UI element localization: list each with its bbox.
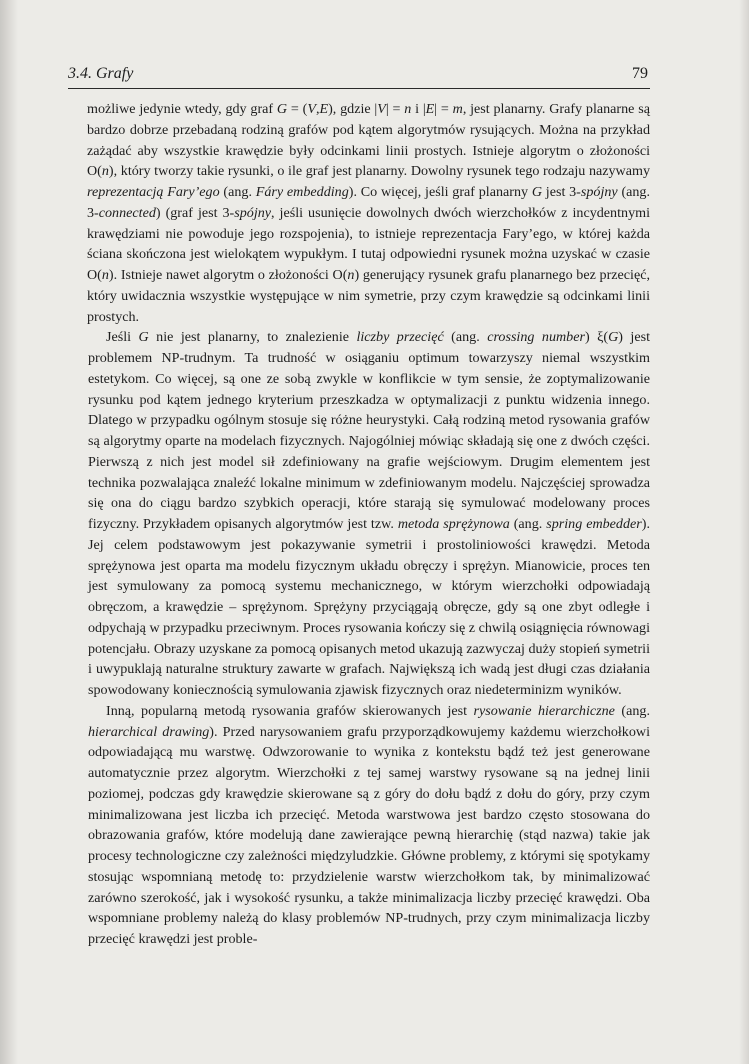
text-run: (ang.: [509, 516, 547, 532]
text-run: ) jest problemem NP-trudnym. Ta trudność w osiąganiu optimum towarzyszy niemal wszystkim estetykom. Co więcej, są one ze sobą zwykle w konflikcie w tym sensie, że zoptymalizowanie rysunku pod kątem jednego kryterium przeszkadza w optymalizacji z punktu widzenia innego. Dlatego w przypadku ogólnym stosuje się różne heurystyki. Całą rodziną metod rysowania grafów są algorytmy oparte na modelach fizycznych. Najogólniej mówiąc składają się one z dwóch części. Pierwszą z nich jest model sił zdefiniowany na grafie wejściowym. Drugim elementem jest technika pozwalająca znaleźć lokalne minimum w zdefiniowanym modelu. Najczęściej sprowadza się ona do ciągu bardzo szybkich operacji, które starają się symulować modelowany proces fizyczny. Przykładem opisanych algorytmów jest tzw.: [88, 329, 650, 532]
text-run: | =: [434, 101, 453, 117]
text-run: Inną, popularną metodą rysowania grafów skierowanych jest: [106, 702, 474, 719]
italic-term: G: [276, 101, 288, 117]
italic-term: crossing number: [487, 329, 585, 346]
text-run: (ang.: [219, 184, 256, 200]
text-run: ) ξ(: [584, 329, 609, 346]
text-run: (ang.: [614, 702, 650, 719]
italic-term: G: [531, 184, 543, 200]
text-run: (ang.: [443, 329, 488, 346]
text-run: ). Co więcej, jeśli graf planarny: [348, 184, 532, 200]
italic-term: E: [319, 101, 329, 117]
text-run: ) generujący rysunek grafu planarnego bez przecięć, który uwidaczniа wszystkie występujące w nim symetrie, przy czym krawędzie są odcinkami linii prostych.: [87, 267, 650, 325]
text-run: ) (graf jest 3-: [155, 204, 235, 221]
italic-term: spring embedder: [546, 516, 642, 532]
italic-term: spójny: [234, 204, 272, 221]
italic-term: n: [404, 101, 412, 117]
italic-term: connected: [98, 204, 156, 221]
text-run: ), który tworzy takie rysunki, o ile graf jest planarny. Dowolny rysunek tego rodzaju nazywamy: [108, 163, 650, 180]
italic-term: E: [425, 101, 435, 117]
text-run: i |: [411, 101, 426, 117]
text-run: | =: [385, 101, 405, 117]
italic-term: spójny: [580, 184, 618, 200]
italic-term: reprezentacją Fary’ego: [87, 184, 220, 200]
text-run: ). Istnieje nawet algorytm o złożoności O(: [108, 267, 348, 283]
body-text: [88, 99, 650, 950]
text-run: Jeśli: [106, 329, 139, 346]
page-number: 79: [632, 65, 648, 82]
italic-term: n: [101, 163, 109, 180]
italic-term: V: [377, 101, 386, 117]
italic-term: V: [307, 101, 316, 117]
text-run: jest 3-: [542, 184, 581, 200]
italic-term: n: [101, 267, 109, 283]
italic-term: Fáry embedding: [255, 184, 349, 200]
italic-term: m: [452, 101, 463, 117]
text-run: = (: [287, 101, 308, 117]
running-title: 3.4. Grafy: [68, 65, 134, 82]
page-header: [68, 64, 650, 89]
italic-term: liczby przecięć: [356, 329, 444, 346]
paragraph: [88, 327, 650, 701]
italic-term: rysowanie hierarchiczne: [473, 702, 615, 719]
page-gutter-shadow: [0, 0, 18, 1064]
italic-term: G: [138, 329, 149, 346]
text-run: , jeśli usunięcie dowolnych dwóch wierzchołków z incydentnymi krawędziami nie powoduje jego rozspojenia), to istnieje reprezentacja Fary’ego, w której każda ściana skończona jest wielokątem wypukłym. I tutaj odpowiedni rysunek można uzyskać w czasie O(: [87, 204, 650, 283]
text-run: (ang. 3-: [87, 184, 651, 221]
page-edge-shadow: [739, 0, 749, 1064]
italic-term: hierarchical drawing: [88, 723, 210, 740]
text-run: nie jest planarny, to znalezienie: [148, 329, 357, 346]
text-run: ). Przed narysowaniem grafu przyporządkowujemy każdemu wierzchołkowi odpowiadającą mu warstwę. Odwzorowanie to wynika z kontekstu bądź też jest generowane automatycznie przez algorytm. Wierzchołki z tej samej warstwy rysowane są na jednej linii poziomej, podczas gdy krawędzie skierowane są z góry do dołu bądź z dołu do góry, przy czym minimalizowana jest liczba ich przecięć. Metoda warstwowa jest bardzo często stosowana do obrazowania grafów, które modelują dane zawierające pewną hierarchię (stąd nazwa) takie jak procesy technologiczne czy zależności międzyludzkie. Główne problemy, z którymi się spotykamy stosując wspomnianą metodę to: przydzielenie warstw wierzchołkom tak, by minimalizować zarówno szerokość, jak i wysokość rysunku, a także minimalizacja liczby przecięć krawędzi. Oba wspomniane problemy należą do klasy problemów NP-trudnych, przy czym minimalizacja liczby przecięć krawędzi jest proble-: [88, 723, 650, 947]
italic-term: n: [347, 267, 355, 283]
text-run: ), gdzie |: [328, 101, 378, 117]
text-run: ,: [315, 101, 320, 117]
italic-term: G: [608, 329, 619, 346]
text-run: możliwe jedynie wtedy, gdy graf: [87, 101, 277, 117]
paragraph: [88, 701, 650, 950]
italic-term: metoda sprężynowa: [397, 516, 510, 532]
paragraph: [87, 99, 650, 327]
text-run: , jest planarny. Grafy planarne są bardzo dobrze przebadaną rodziną grafów pod kątem algorytmów rysujących. Można na przykład zażądać aby wszystkie krawędzie były odcinkami linii prostych. Istnieje algorytm o złożoności O(: [87, 101, 650, 180]
text-run: ). Jej celem podstawowym jest pokazywanie symetrii i prostoliniowości krawędzi. Metoda sprężynowa jest oparta ma modelu fizycznym układu obręczy i sprężyn. Mianowicie, proces ten jest symulowany za pomocą systemu mechanicznego, w którym wierzchołki odpowiadają obręczom, a krawędzie – sprężynom. Sprężyny przyciągają obręcze, gdy są one zbyt odległe i odpychają w przypadku przeciwnym. Proces rysowania kończy się z chwilą osiągnięcia równowagi potencjału. Obrazy uzyskane za pomocą opisanych metod ukazują zazwyczaj duży stopień symetrii i uwypuklają naturalne struktury zawarte w grafach. Największą ich wadą jest długi czas działania spowodowany koniecznością symulowania zjawisk fizycznych oraz niedeterminizm wyników.: [88, 516, 650, 698]
